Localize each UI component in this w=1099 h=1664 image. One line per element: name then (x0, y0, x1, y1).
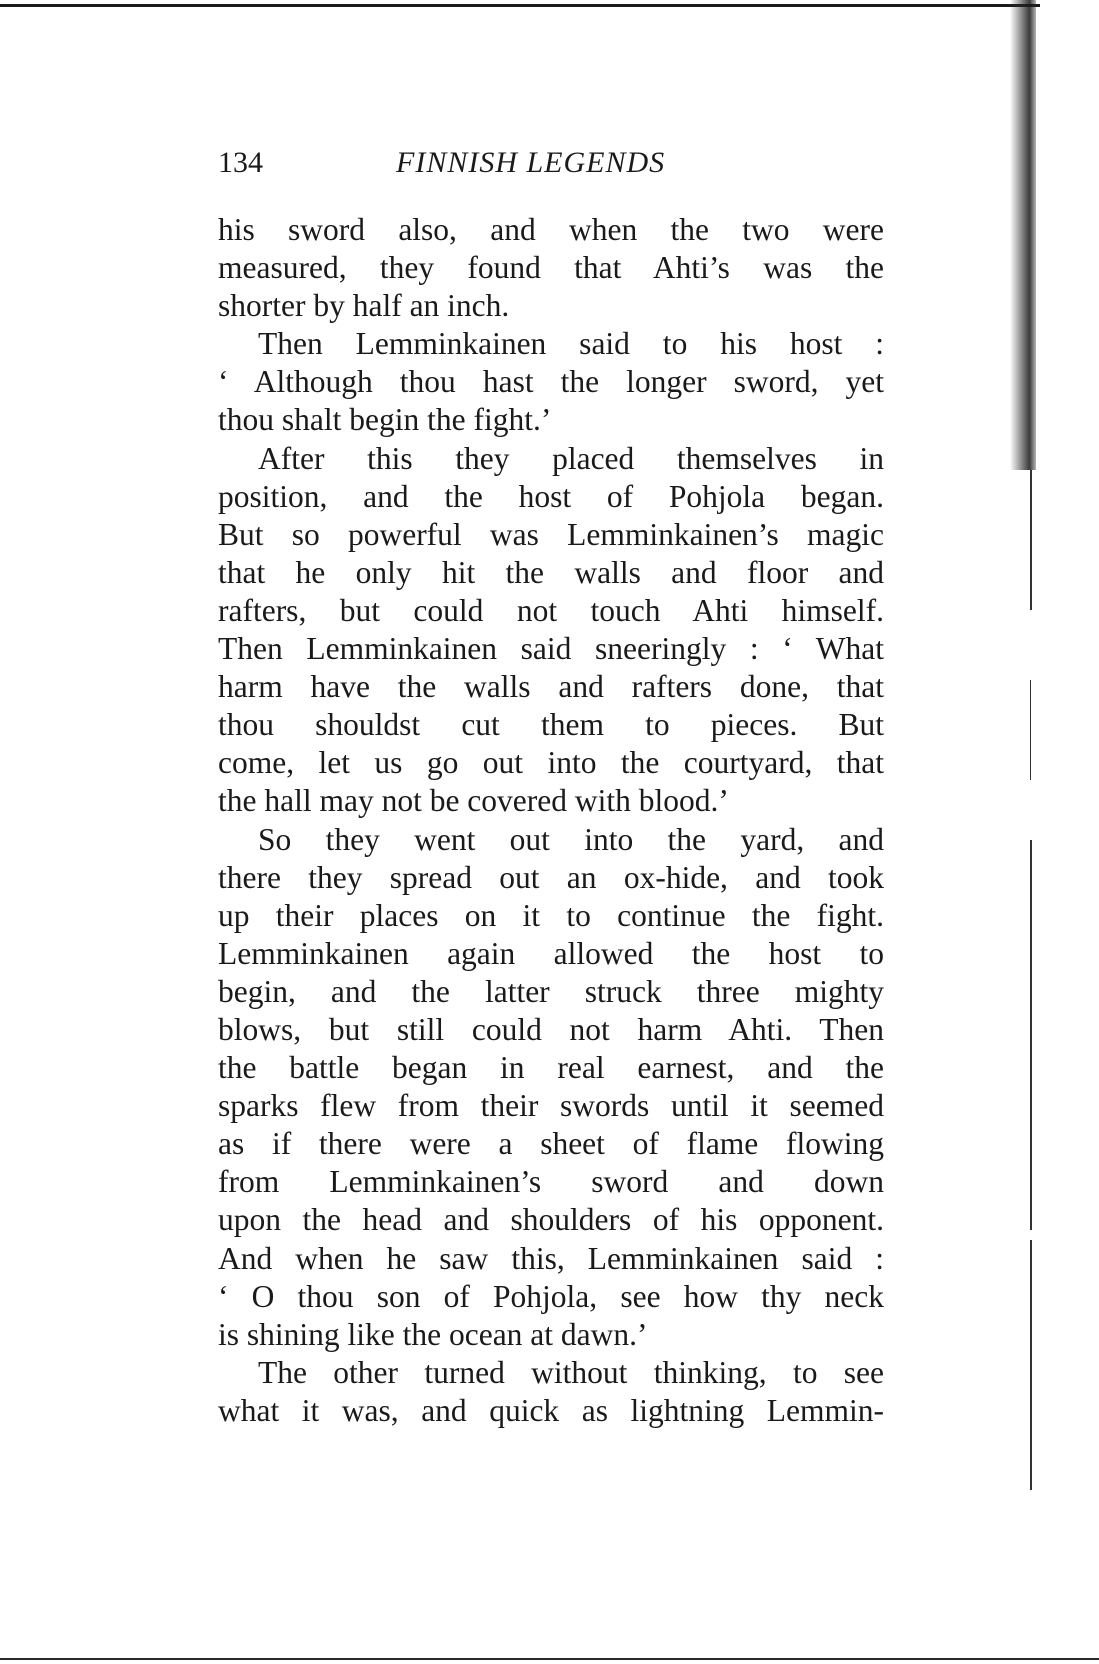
text-line: ‘ Although thou hast the longer sword, yet (218, 364, 884, 400)
text-line: Then Lemminkainen said to his host : (258, 326, 884, 362)
text-line: come, let us go out into the courtyard, that (218, 745, 884, 781)
text-line: sparks flew from their swords until it seemed (218, 1088, 884, 1124)
running-title: FINNISH LEGENDS (396, 146, 666, 179)
text-line: the battle began in real earnest, and the (218, 1050, 884, 1086)
body-text (218, 211, 884, 1430)
binding-shadow (1010, 0, 1036, 470)
text-line: what it was, and quick as lightning Lemmin- (218, 1392, 884, 1428)
page-header (218, 143, 884, 183)
text-line: shorter by half an inch. (218, 288, 510, 324)
text-line: Then Lemminkainen said sneeringly : ‘ What (218, 631, 884, 667)
text-line: After this they placed themselves in (258, 440, 884, 476)
text-line: that he only hit the walls and floor and (218, 554, 884, 590)
page-number: 134 (218, 146, 263, 179)
text-line: Lemminkainen again allowed the host to (218, 935, 884, 971)
text-line: ‘ O thou son of Pohjola, see how thy neck (218, 1278, 884, 1314)
text-line: begin, and the latter struck three mighty (218, 973, 884, 1009)
page-edge-line (1030, 680, 1031, 780)
page-edge-line (1030, 840, 1032, 1230)
text-line: thou shouldst cut them to pieces. But (218, 707, 884, 743)
text-line: But so powerful was Lemminkainen’s magic (218, 516, 884, 552)
text-line: up their places on it to continue the fight. (218, 897, 884, 933)
bottom-rule (0, 1658, 1099, 1660)
top-rule (0, 4, 1040, 7)
text-line: the hall may not be covered with blood.’ (218, 783, 729, 819)
text-line: upon the head and shoulders of his opponent. (218, 1202, 884, 1238)
text-line: And when he saw this, Lemminkainen said : (218, 1240, 884, 1276)
text-line: as if there were a sheet of flame flowing (218, 1126, 884, 1162)
text-line: blows, but still could not harm Ahti. Then (218, 1011, 884, 1047)
text-line: his sword also, and when the two were (218, 212, 884, 247)
text-line: So they went out into the yard, and (258, 821, 884, 857)
page-edge-line (1030, 470, 1032, 610)
text-line: from Lemminkainen’s sword and down (218, 1164, 884, 1200)
page-edge-line (1030, 1240, 1032, 1490)
text-line: there they spread out an ox-hide, and took (218, 859, 884, 895)
text-line: measured, they found that Ahti’s was the (218, 250, 884, 286)
text-line: position, and the host of Pohjola began. (218, 478, 884, 514)
text-line: thou shalt begin the fight.’ (218, 402, 552, 438)
text-line: rafters, but could not touch Ahti himself. (218, 592, 884, 628)
text-line: The other turned without thinking, to see (258, 1354, 884, 1390)
text-line: harm have the walls and rafters done, that (218, 669, 884, 705)
text-line: is shining like the ocean at dawn.’ (218, 1316, 648, 1352)
